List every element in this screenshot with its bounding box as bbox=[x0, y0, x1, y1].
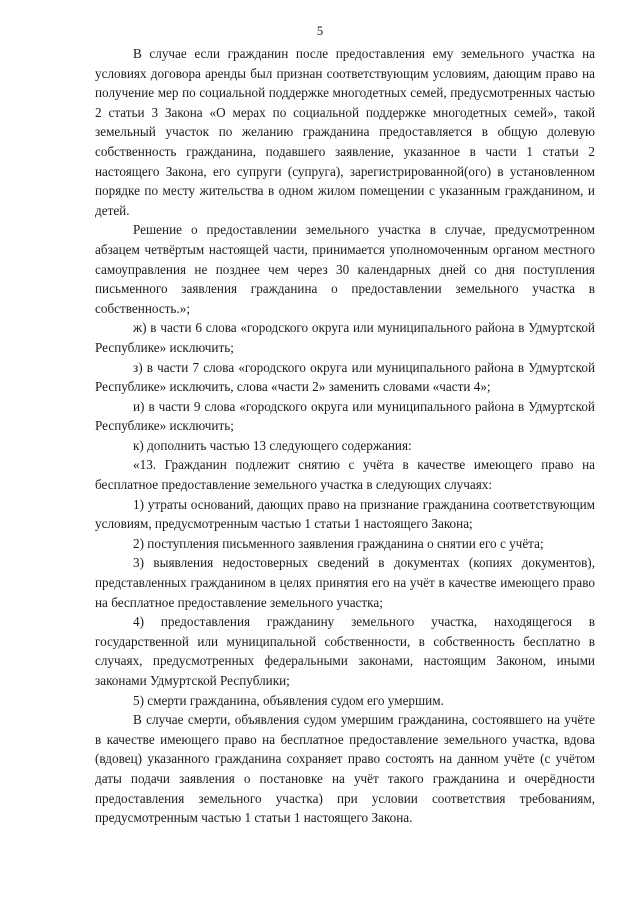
paragraph: 5) смерти гражданина, объявления судом его умершим. bbox=[133, 692, 444, 708]
paragraph: ж) в части 6 слова «городского округа или муниципального района в Удмуртской Республике» исключить; bbox=[95, 320, 595, 355]
paragraph: и) в части 9 слова «городского округа или муниципального района в Удмуртской Республике» исключить; bbox=[95, 398, 595, 434]
paragraph: 4) предоставления гражданину земельного участка, находящегося в государственной или муниципальной собственности, в собственность бесплатно в случаях, предусмотренных федеральными законами, настоящим Законом, иными законами Удмуртской Республики; bbox=[95, 614, 595, 688]
paragraph: з) в части 7 слова «городского округа или муниципального района в Удмуртской Республике» исключить, слова «части 2» заменить словами «части 4»; bbox=[95, 359, 595, 395]
paragraph: В случае смерти, объявления судом умершим гражданина, состоявшего на учёте в качестве имеющего право на бесплатное предоставление земельного участка, вдова (вдовец) указанного гражданина сохраняет право состоять на данном учёте (с учётом даты подачи заявления о постановке на учёт такого гражданина и очерёдности предоставления земельного участка) при условии соответствия требованиям, предусмотренным частью 1 статьи 1 настоящего Закона. bbox=[95, 712, 595, 826]
paragraph: «13. Гражданин подлежит снятию с учёта в качестве имеющего право на бесплатное предоставление земельного участка в следующих случаях: bbox=[95, 457, 595, 493]
paragraph: В случае если гражданин после предоставления ему земельного участка на условиях договора аренды был признан соответствующим условиям, дающим право на получение мер по социальной поддержке многодетных семей, предусмотренных частью 2 статьи 3 Закона «О мерах по социальной поддержке многодетных семей», такой земельный участок по желанию гражданина предоставляется в общую долевую собственность гражданина, подавшего заявление, указанное в части 1 статьи 2 настоящего Закона, его супруги (супруга), зарегистрированной(ого) в установленном порядке по месту жительства в одном жилом помещении с указанным гражданином, и детей. bbox=[95, 46, 595, 218]
paragraph: 2) поступления письменного заявления гражданина о снятии его с учёта; bbox=[133, 535, 544, 551]
page-number: 5 bbox=[316, 24, 324, 38]
paragraph: 1) утраты оснований, дающих право на признание гражданина соответствующим условиям, предусмотренным частью 1 статьи 1 настоящего Закона; bbox=[95, 496, 595, 532]
document-body bbox=[95, 44, 595, 828]
paragraph: к) дополнить частью 13 следующего содержания: bbox=[133, 437, 412, 453]
paragraph: 3) выявления недостоверных сведений в документах (копиях документов), представленных гражданином в целях принятия его на учёт в качестве имеющего право на бесплатное предоставление земельного участка; bbox=[95, 555, 595, 610]
paragraph: Решение о предоставлении земельного участка в случае, предусмотренном абзацем четвёртым настоящей части, принимается уполномоченным органом местного самоуправления не позднее чем через 30 календарных дней со дня поступления письменного заявления гражданина о предоставлении земельного участка в собственность.»; bbox=[95, 222, 595, 316]
